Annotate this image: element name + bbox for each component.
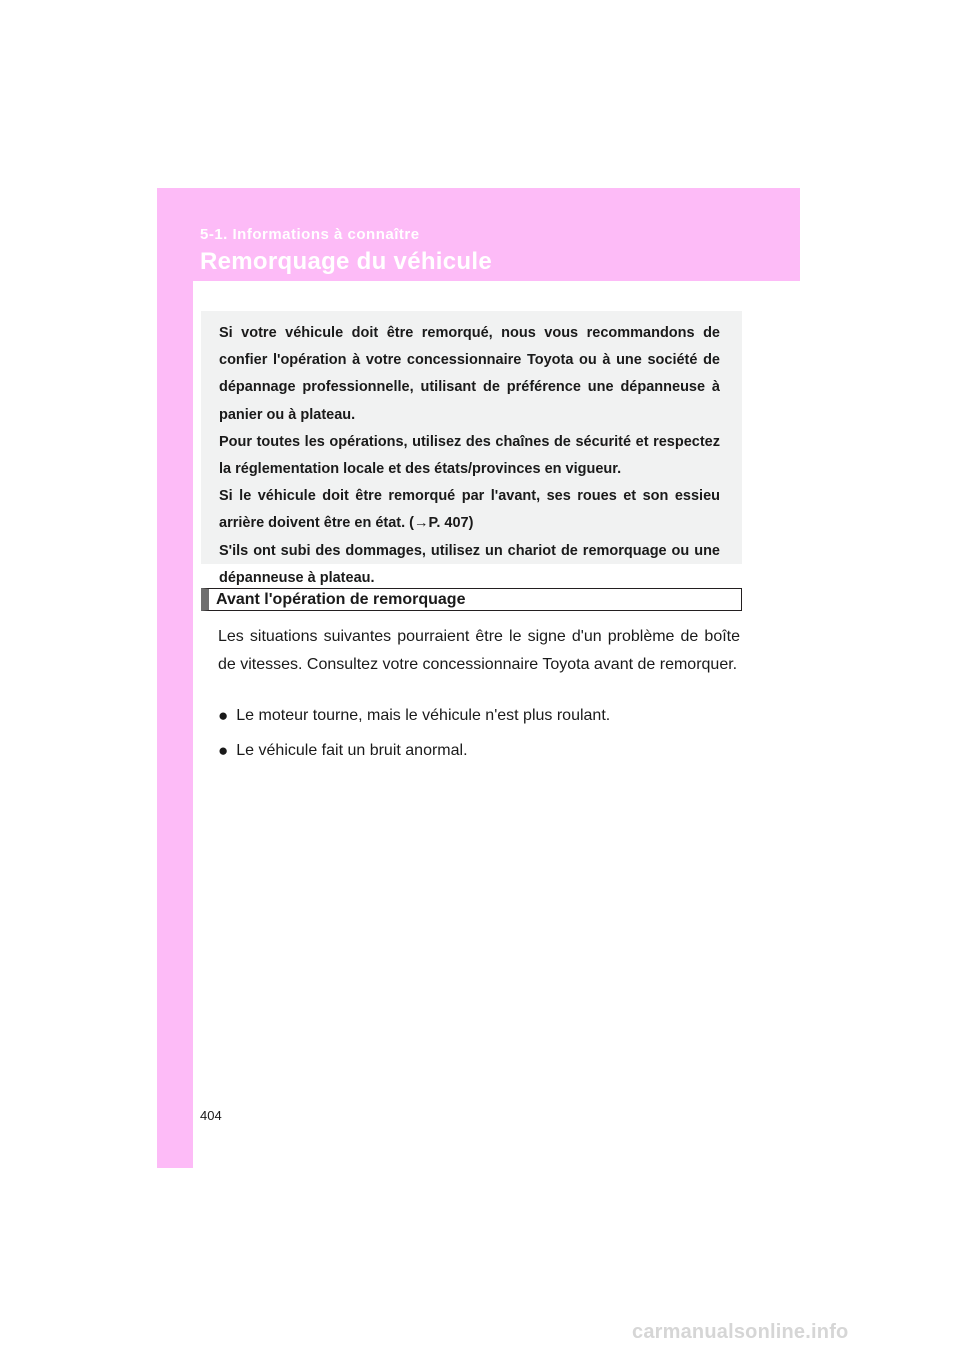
- intro-paragraph-2: Pour toutes les opérations, utilisez des chaînes de sécurité et respectez la réglementation locale et des états/provinces en vigueur.: [219, 433, 720, 478]
- intro-paragraph-3: [219, 483, 720, 537]
- page-number: 404: [200, 1108, 222, 1123]
- intro-paragraph-4: S'ils ont subi des dommages, utilisez un chariot de remorquage ou une dépanneuse à plateau.: [219, 542, 720, 586]
- section-label: 5-1. Informations à connaître: [200, 226, 420, 243]
- list-item-text: Le moteur tourne, mais le véhicule n'est plus roulant.: [236, 707, 611, 724]
- page-title: Remorquage du véhicule: [200, 248, 492, 275]
- section-body: Les situations suivantes pourraient être le signe d'un problème de boîte de vitesses. Consultez votre concessionnaire Toyota avant de remorquer.: [218, 628, 740, 673]
- page-reference-link[interactable]: P. 407): [428, 515, 474, 532]
- side-strip: [157, 188, 193, 1168]
- bullet-icon: ●: [218, 706, 229, 725]
- intro-paragraph-1: Si votre véhicule doit être remorqué, nous vous recommandons de confier l'opération à votre concessionnaire Toyota ou à une société de dépannage professionnelle, utilisant de préférence une dépanneuse à panier ou à plateau.: [219, 325, 720, 423]
- list-item: [218, 705, 610, 727]
- intro-paragraph-3-text: Si le véhicule doit être remorqué par l'avant, ses roues et son essieu arrière doivent être en état. (: [219, 488, 720, 532]
- watermark: carmanualsonline.info: [632, 1321, 849, 1343]
- list-item: [218, 740, 468, 762]
- list-item-text: Le véhicule fait un bruit anormal.: [236, 742, 468, 759]
- bullet-icon: ●: [218, 741, 229, 760]
- section-heading: Avant l'opération de remorquage: [201, 588, 742, 611]
- arrow-right-icon: →: [414, 515, 429, 532]
- intro-box: [201, 311, 742, 586]
